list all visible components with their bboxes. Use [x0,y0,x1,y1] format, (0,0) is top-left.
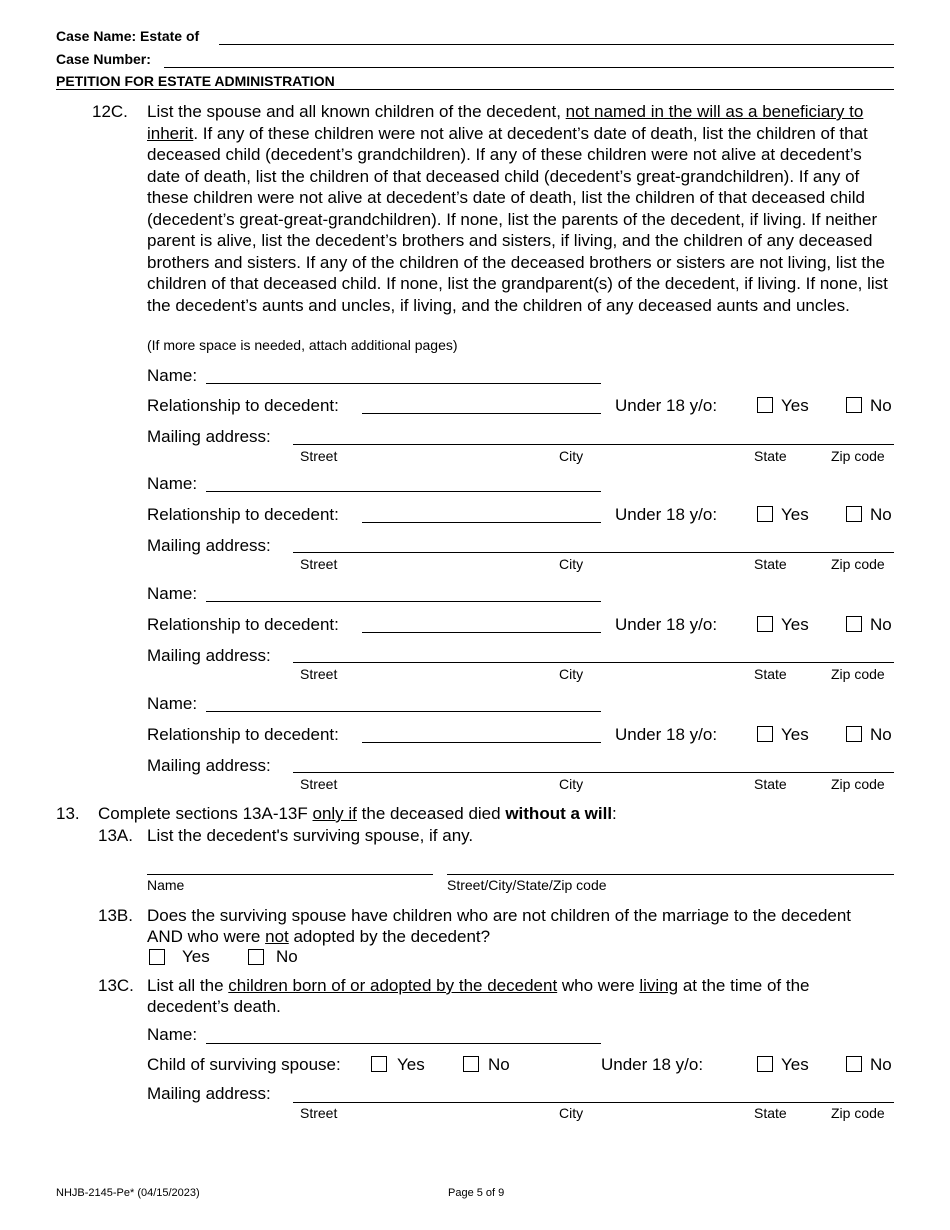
section-13c-text: List all the children born of or adopted by the decedent who were living at the time of the decedent’s death. [147,976,810,1016]
case-name-field[interactable] [219,44,894,45]
child-spouse-no-label: No [488,1055,510,1074]
spouse-address-field[interactable] [447,874,894,875]
relationship-label: Relationship to decedent: [147,725,339,744]
under18-no-checkbox[interactable] [846,616,862,632]
child-mailing-field[interactable] [293,1102,894,1103]
section-13c-number: 13C. [98,976,134,995]
under18-label: Under 18 y/o: [615,725,718,744]
street-caption: Street [300,556,338,572]
child-name-label: Name: [147,1025,198,1044]
under18-yes-checkbox[interactable] [757,397,773,413]
name-field[interactable] [206,383,601,384]
spouse-name-caption: Name [147,877,185,893]
zip-caption: Zip code [831,556,885,572]
section-13b-number: 13B. [98,906,133,925]
under18-label: Under 18 y/o: [615,615,718,634]
spouse-name-field[interactable] [147,874,433,875]
mailing-address-label: Mailing address: [147,536,271,555]
child-mailing-label: Mailing address: [147,1084,271,1103]
relationship-field[interactable] [362,742,601,743]
child-spouse-yes-label: Yes [397,1055,425,1074]
section-13-text: Complete sections 13A-13F only if the deceased died without a will: [98,804,617,823]
under18-yes-checkbox[interactable] [757,506,773,522]
section-13a-text: List the decedent's surviving spouse, if any. [147,826,474,845]
section-12c-text: List the spouse and all known children of the decedent, not named in the will as a beneficiary to inherit. If any of these children were not alive at decedent’s date of death, list the children of that deceased child (decedent’s grandchildren). If any of these children were not alive at decedent’s date of death, list the children of that deceased child (decedent’s great-grandchildren). If any of these children were not alive at decedent’s date of death, list the children of that deceased child (decedent’s great-great-grandchildren). If none, list the parents of the decedent, if living. If neither parent is alive, list the decedent’s brothers and sisters, if living, and the children of any deceased brothers and sisters. If any of the children of the deceased brothers or sisters are not living, list the children of that deceased child. If none, list the grandparent(s) of the decedent, if living. If none, list the decedent’s aunts and uncles, if living, and the children of any deceased aunts and uncles. [147,102,888,315]
no-label: No [870,615,892,634]
mailing-address-label: Mailing address: [147,427,271,446]
form-id: NHJB-2145-Pe* (04/15/2023) [56,1187,200,1199]
case-name-label: Case Name: Estate of [56,28,200,44]
section-12c-number: 12C. [92,102,128,121]
child-under18-yes-label: Yes [781,1055,809,1074]
name-label: Name: [147,474,198,493]
no-label: No [870,505,892,524]
mailing-address-label: Mailing address: [147,646,271,665]
case-number-field[interactable] [164,67,894,68]
relationship-label: Relationship to decedent: [147,396,339,415]
zip-caption: Zip code [831,776,885,792]
mailing-address-field[interactable] [293,662,894,663]
relationship-label: Relationship to decedent: [147,505,339,524]
spouse-address-caption: Street/City/State/Zip code [447,877,607,893]
section-12c-note: (If more space is needed, attach additional pages) [147,337,458,353]
under18-no-checkbox[interactable] [846,506,862,522]
yes-label: Yes [781,725,809,744]
state-caption: State [754,666,787,682]
state-caption: State [754,1105,787,1121]
state-caption: State [754,776,787,792]
yes-label: Yes [781,505,809,524]
name-field[interactable] [206,601,601,602]
name-field[interactable] [206,491,601,492]
mailing-address-field[interactable] [293,772,894,773]
child-spouse-no-checkbox[interactable] [463,1056,479,1072]
child-under18-no-checkbox[interactable] [846,1056,862,1072]
section-13a-number: 13A. [98,826,133,845]
relationship-field[interactable] [362,413,601,414]
state-caption: State [754,556,787,572]
relationship-field[interactable] [362,522,601,523]
under18-no-checkbox[interactable] [846,726,862,742]
case-number-label: Case Number: [56,51,151,67]
child-spouse-yes-checkbox[interactable] [371,1056,387,1072]
header-divider [56,89,894,90]
under18-label: Under 18 y/o: [615,396,718,415]
name-field[interactable] [206,711,601,712]
zip-caption: Zip code [831,666,885,682]
child-name-field[interactable] [206,1043,601,1044]
street-caption: Street [300,448,338,464]
under18-yes-checkbox[interactable] [757,616,773,632]
name-label: Name: [147,584,198,603]
13b-no-label: No [276,947,298,966]
city-caption: City [559,556,584,572]
city-caption: City [559,1105,584,1121]
13b-no-checkbox[interactable] [248,949,264,965]
yes-label: Yes [781,396,809,415]
child-under18-no-label: No [870,1055,892,1074]
street-caption: Street [300,1105,338,1121]
city-caption: City [559,776,584,792]
state-caption: State [754,448,787,464]
under18-label: Under 18 y/o: [615,505,718,524]
no-label: No [870,396,892,415]
section-13b-text: Does the surviving spouse have children who are not children of the marriage to the decedent AND who were not adopted by the decedent? [147,906,852,946]
name-label: Name: [147,366,198,385]
child-under18-yes-checkbox[interactable] [757,1056,773,1072]
zip-caption: Zip code [831,1105,885,1121]
mailing-address-label: Mailing address: [147,756,271,775]
street-caption: Street [300,776,338,792]
mailing-address-field[interactable] [293,552,894,553]
relationship-label: Relationship to decedent: [147,615,339,634]
street-caption: Street [300,666,338,682]
no-label: No [870,725,892,744]
name-label: Name: [147,694,198,713]
yes-label: Yes [781,615,809,634]
13b-yes-label: Yes [182,947,210,966]
form-title: PETITION FOR ESTATE ADMINISTRATION [56,73,335,89]
city-caption: City [559,448,584,464]
13b-yes-checkbox[interactable] [149,949,165,965]
under18-no-checkbox[interactable] [846,397,862,413]
zip-caption: Zip code [831,448,885,464]
section-13-number: 13. [56,804,80,823]
child-under18-label: Under 18 y/o: [601,1055,704,1074]
city-caption: City [559,666,584,682]
page-number: Page 5 of 9 [448,1187,505,1199]
under18-yes-checkbox[interactable] [757,726,773,742]
child-spouse-label: Child of surviving spouse: [147,1055,341,1074]
mailing-address-field[interactable] [293,444,894,445]
relationship-field[interactable] [362,632,601,633]
